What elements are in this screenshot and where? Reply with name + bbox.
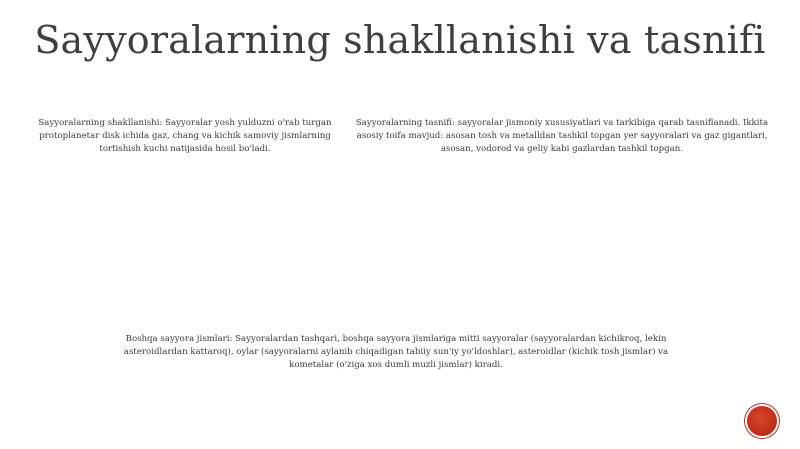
circle-nav-icon[interactable] <box>747 406 777 436</box>
formation-text: Sayyoralarning shakllanishi: Sayyoralar yosh yulduzni o'rab turgan protoplanetar disk ichida gaz, chang va kichik samoviy jismlarning tortishish kuchi natijasida hosil bo'ladi. <box>38 118 332 154</box>
slide-title: Sayyoralarning shakllanishi va tasnifi <box>34 18 766 62</box>
other-bodies-text: Boshqa sayyora jismlari: Sayyoralardan tashqari, boshqa sayyora jismlariga mitti sayyoralar (sayyoralardan kichikroq, lekin asteroidlardan kattaroq), oylar (sayyoralarni aylanib chiqadigan tabiiy sun'iy yo'ldoshlar), asteroidlar (kichik tosh jismlar) va kometalar (o'ziga xos dumli muzli jismlar) kiradi. <box>123 334 669 370</box>
classification-text: Sayyoralarning tasnifi: sayyoralar jismoniy xususiyatlari va tarkibiga qarab tasniflanadi. Ikkita asosiy toifa mavjud: asosan tosh va metalldan tashkil topgan yer sayyoralari va gaz gigantlari, asosan, vodorod va geliy kabi gazlardan tashkil topgan. <box>355 118 769 154</box>
